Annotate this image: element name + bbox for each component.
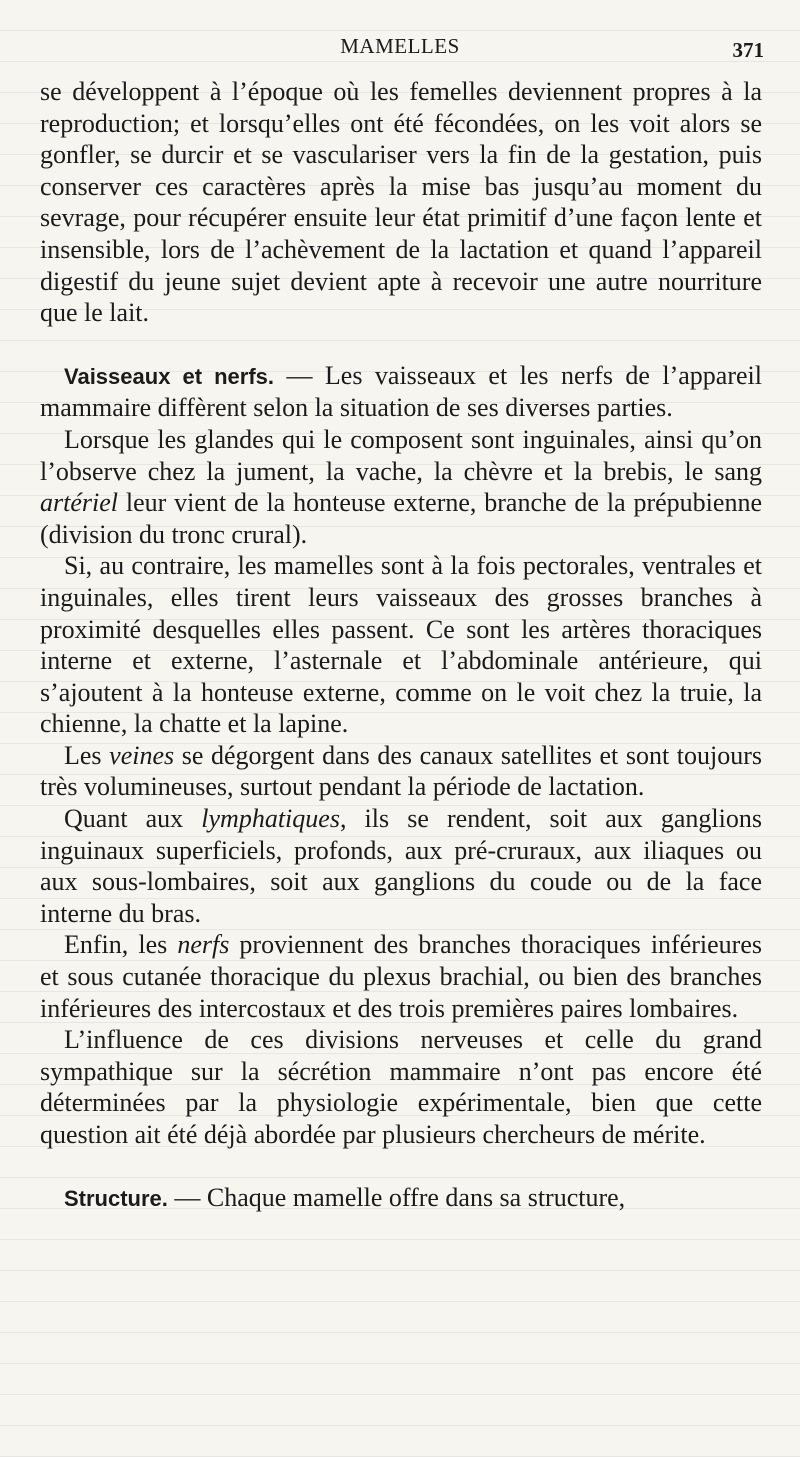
page-number: 371 xyxy=(732,38,764,62)
paragraph-structure-text: — Chaque mamelle offre dans sa structure, xyxy=(167,1182,626,1212)
emphasis-lymphatiques: lymphatiques xyxy=(201,804,340,834)
paragraph-continuation: se développent à l’époque où les femelles deviennent propres à la reproduction; et lorsqu’elles ont été fécondées, on les voit alors se gonfler, se durcir et se vasculariser vers la fin de la gestation, puis conserver ces caractères après la mise bas jusqu’au moment du sevrage, pour récupérer ensuite leur état primitif d’une façon lente et insensible, lors de l’achèvement de la lactation et quand l’appareil digestif du jeune sujet devient apte à recevoir une autre nourriture que le lait. xyxy=(40,77,762,328)
section-heading-structure: Structure. xyxy=(64,1185,168,1211)
text-run: Enfin, les xyxy=(64,930,178,960)
emphasis-veines: veines xyxy=(109,740,175,770)
paragraph-veines xyxy=(40,740,762,803)
paragraph-influence: L’influence de ces divisions nerveuses et celle du grand sympathique sur la sécrétion mammaire n’ont pas encore été déterminées par la physiologie expérimentale, bien que cette question ait été déjà abordée par plusieurs chercheurs de mérite. xyxy=(40,1025,762,1149)
paragraph-structure xyxy=(40,1182,762,1215)
text-run: proviennent des branches thoraciques inférieures et sous cutanée thoracique du plexus brachial, ou bien des branches inférieures des intercostaux et des trois premières paires lombaires. xyxy=(40,930,762,1023)
paragraph-pectorales: Si, au contraire, les mamelles sont à la fois pectorales, ventrales et inguinales, elles tirent leurs vaisseaux des grosses branches à proximité desquelles elles passent. Ce sont les artères thoraciques interne et externe, l’asternale et l’abdominale antérieure, qui s’ajoutent à la honteuse externe, comme on le voit chez la truie, la chienne, la chatte et la lapine. xyxy=(40,551,762,739)
page-body xyxy=(40,76,762,1214)
section-heading-vaisseaux: Vaisseaux et nerfs. xyxy=(64,363,275,389)
text-run: se dégorgent dans des canaux satellites et sont toujours très volumineuses, surtout pendant la période de lactation. xyxy=(40,740,762,802)
emphasis-arteriel: artériel xyxy=(40,488,118,518)
paragraph-vaisseaux xyxy=(40,360,762,424)
text-run: Quant aux xyxy=(64,804,202,834)
running-title: MAMELLES xyxy=(340,34,460,58)
page-header xyxy=(0,34,800,64)
text-run: leur vient de la honteuse externe, branche de la prépubienne (division du tronc crural). xyxy=(40,488,762,549)
paragraph-lymphatiques xyxy=(40,803,762,929)
paragraph-nerfs xyxy=(40,929,762,1024)
text-run: Lorsque les glandes qui le composent sont inguinales, ainsi qu’on l’observe chez la jument, la vache, la chèvre et la brebis, le sang xyxy=(40,424,762,486)
paragraph-vaisseaux-text: — Les vaisseaux et les nerfs de l’appareil mammaire diffèrent selon la situation de ses diverses parties. xyxy=(40,360,762,423)
emphasis-nerfs: nerfs xyxy=(177,930,230,960)
paragraph-inguinales xyxy=(40,424,762,550)
text-run: , ils se rendent, soit aux ganglions inguinaux superficiels, profonds, aux pré-cruraux, aux iliaques ou aux sous-lombaires, soit aux ganglions du coude ou de la face interne du bras. xyxy=(40,804,762,928)
text-run: Les xyxy=(64,740,110,770)
